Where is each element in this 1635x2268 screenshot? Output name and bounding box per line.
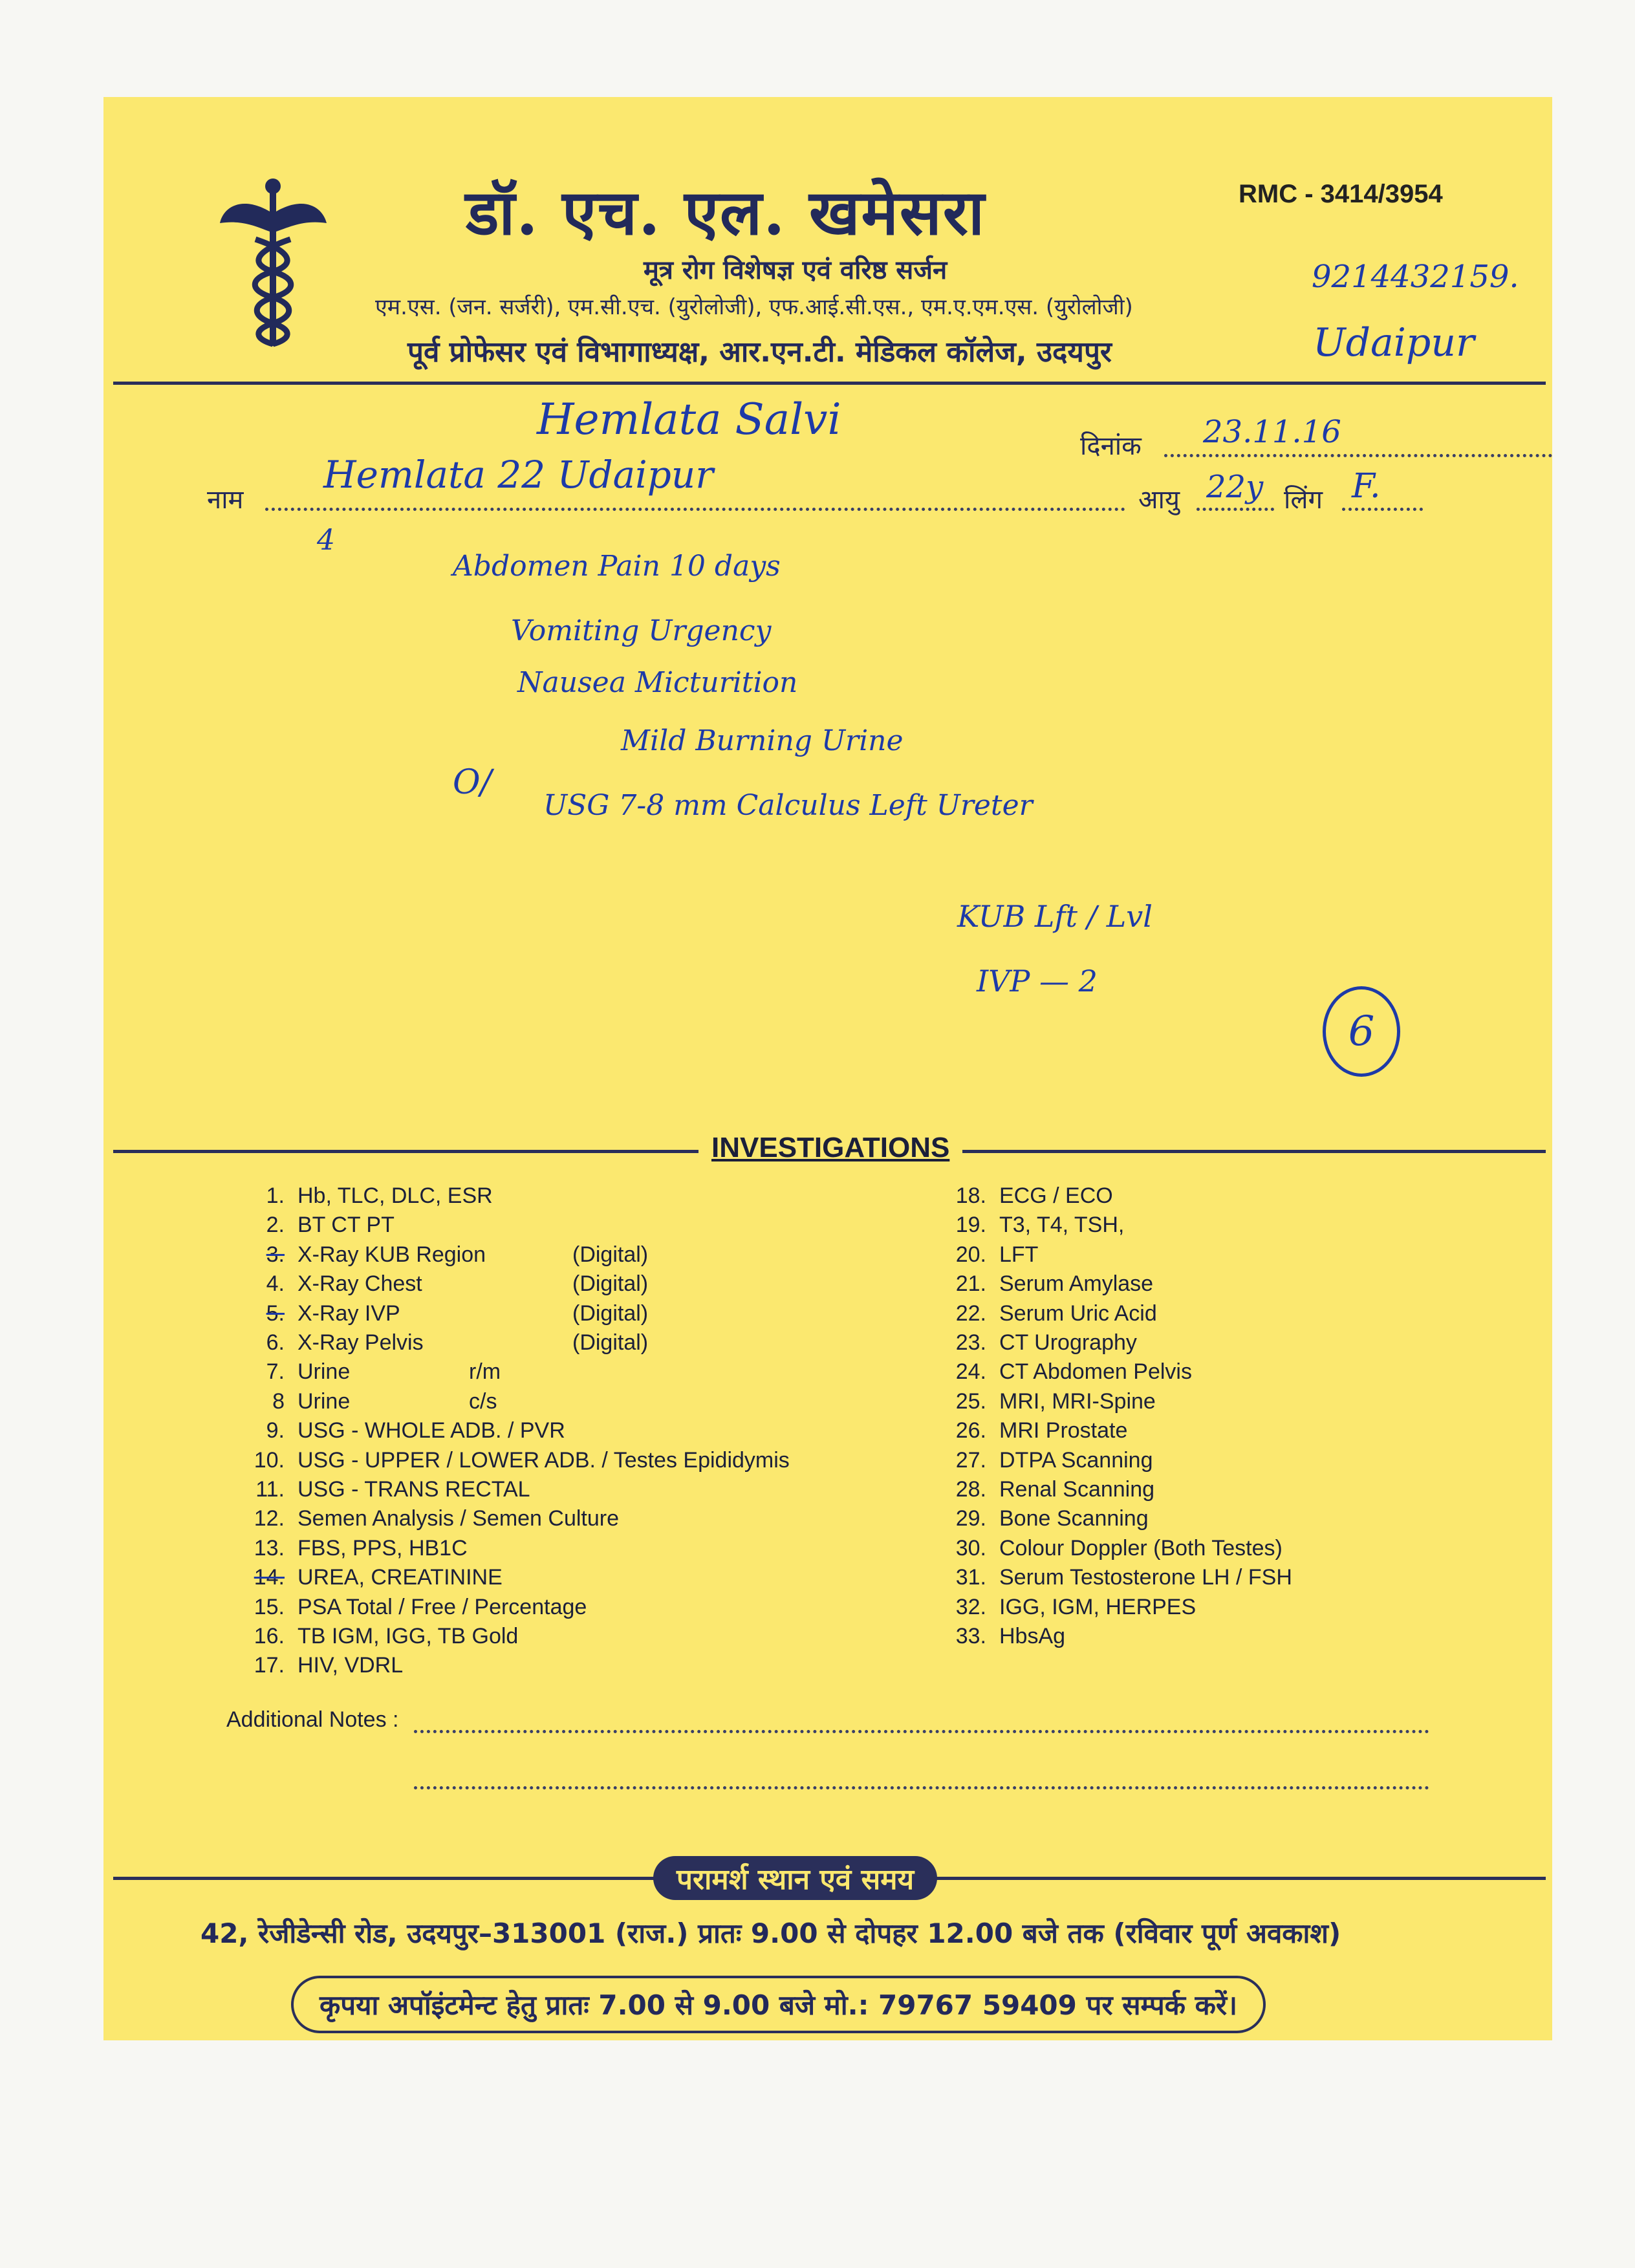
item-name: MRI Prostate bbox=[999, 1418, 1128, 1443]
item-name: X-Ray IVP bbox=[298, 1301, 400, 1326]
item-name: Urine bbox=[298, 1359, 351, 1385]
prescription-sheet bbox=[103, 97, 1552, 2040]
sex-label: लिंग bbox=[1284, 485, 1323, 515]
item-number: 16. bbox=[254, 1624, 285, 1648]
name-label: नाम bbox=[207, 485, 244, 515]
sex-line bbox=[1342, 508, 1423, 511]
sex-value: F. bbox=[1352, 467, 1381, 506]
investigation-item bbox=[233, 1595, 587, 1620]
additional-notes-label: Additional Notes : bbox=[226, 1707, 399, 1732]
appointment-note: कृपया अपॉइंटमेन्ट हेतु प्रातः 7.00 से 9.00 बजे मो.: 79767 59409 पर सम्पर्क करें। bbox=[291, 1976, 1266, 2033]
additional-notes-line-2[interactable] bbox=[414, 1786, 1429, 1789]
handwritten-phone: 9214432159. bbox=[1312, 259, 1519, 295]
investigation-item bbox=[233, 1301, 400, 1326]
item-name: X-Ray Pelvis bbox=[298, 1330, 424, 1355]
item-name: Serum Uric Acid bbox=[999, 1301, 1157, 1326]
investigation-item bbox=[233, 1536, 468, 1561]
note-line: Mild Burning Urine bbox=[621, 724, 904, 757]
item-number: 23. bbox=[955, 1330, 986, 1355]
item-name: T3, T4, TSH, bbox=[999, 1213, 1125, 1238]
item-name: USG - UPPER / LOWER ADB. / Testes Epididymis bbox=[298, 1447, 790, 1473]
item-name: DTPA Scanning bbox=[999, 1447, 1153, 1473]
item-number: 5. bbox=[266, 1301, 285, 1326]
additional-notes-line-1[interactable] bbox=[414, 1730, 1429, 1733]
item-name: USG - TRANS RECTAL bbox=[298, 1477, 530, 1502]
item-number: 7. bbox=[266, 1359, 285, 1385]
item-number: 27. bbox=[955, 1447, 986, 1473]
item-number: 24. bbox=[955, 1359, 986, 1385]
item-tag: c/s bbox=[469, 1388, 497, 1414]
item-name: Serum Amylase bbox=[999, 1271, 1154, 1297]
item-number: 10. bbox=[254, 1447, 285, 1473]
item-name: UREA, CREATININE bbox=[298, 1565, 503, 1590]
date-value: 23.11.16 bbox=[1203, 414, 1341, 450]
investigation-item bbox=[935, 1448, 1153, 1473]
item-tag: r/m bbox=[469, 1359, 501, 1385]
item-number: 8 bbox=[272, 1388, 285, 1414]
investigation-item bbox=[233, 1418, 565, 1443]
item-name: Semen Analysis / Semen Culture bbox=[298, 1506, 620, 1531]
item-name: X-Ray Chest bbox=[298, 1271, 422, 1297]
investigation-item bbox=[233, 1565, 503, 1590]
investigation-item bbox=[935, 1330, 1137, 1355]
investigation-item bbox=[233, 1183, 493, 1209]
investigation-item bbox=[935, 1418, 1127, 1443]
caduceus-icon bbox=[217, 175, 330, 349]
investigation-item bbox=[935, 1389, 1156, 1414]
investigation-item bbox=[935, 1506, 1149, 1531]
item-name: Renal Scanning bbox=[999, 1477, 1155, 1502]
designation: पूर्व प्रोफेसर एवं विभागाध्यक्ष, आर.एन.टी. मेडिकल कॉलेज, उदयपुर bbox=[407, 336, 1112, 369]
item-number: 15. bbox=[254, 1594, 285, 1619]
item-name: Colour Doppler (Both Testes) bbox=[999, 1535, 1283, 1561]
date-line bbox=[1164, 454, 1552, 457]
name-line bbox=[265, 508, 1125, 511]
item-name: Hb, TLC, DLC, ESR bbox=[298, 1183, 493, 1208]
note-line: Vomiting Urgency bbox=[511, 614, 772, 647]
qualifications: एम.एस. (जन. सर्जरी), एम.सी.एच. (युरोलोजी), एफ.आई.सी.एस., एम.ए.एम.एस. (युरोलोजी) bbox=[375, 294, 1133, 320]
clinic-address: 42, रेजीडेन्सी रोड, उदयपुर–313001 (राज.) प्रातः 9.00 से दोपहर 12.00 बजे तक (रविवार पूर्ण अवकाश) bbox=[200, 1917, 1341, 1949]
investigation-item bbox=[935, 1359, 1192, 1385]
item-name: IGG, IGM, HERPES bbox=[999, 1594, 1196, 1619]
item-number: 32. bbox=[955, 1594, 986, 1619]
item-name: MRI, MRI-Spine bbox=[999, 1388, 1156, 1414]
item-name: Urine bbox=[298, 1388, 351, 1414]
investigation-item bbox=[233, 1242, 486, 1268]
item-name: CT Abdomen Pelvis bbox=[999, 1359, 1192, 1385]
investigation-item bbox=[233, 1448, 790, 1473]
note-line: Abdomen Pain 10 days bbox=[453, 550, 781, 583]
item-number: 13. bbox=[254, 1535, 285, 1561]
item-name: FBS, PPS, HB1C bbox=[298, 1535, 468, 1561]
investigation-item bbox=[233, 1330, 424, 1355]
item-tag: (Digital) bbox=[572, 1330, 649, 1355]
investigation-item bbox=[233, 1624, 518, 1649]
item-number: 31. bbox=[955, 1565, 986, 1590]
header-divider bbox=[113, 382, 1546, 385]
item-number: 19. bbox=[955, 1213, 986, 1238]
investigation-item bbox=[233, 1271, 422, 1297]
item-number: 3. bbox=[266, 1242, 285, 1267]
specialty: मूत्र रोग विशेषज्ञ एवं वरिष्ठ सर्जन bbox=[644, 255, 947, 285]
investigation-item bbox=[935, 1301, 1157, 1326]
note-line: IVP — 2 bbox=[977, 964, 1098, 999]
item-name: ECG / ECO bbox=[999, 1183, 1113, 1208]
item-number: 18. bbox=[955, 1183, 986, 1208]
investigation-item bbox=[935, 1624, 1065, 1649]
name-value: Hemlata 22 Udaipur bbox=[323, 453, 713, 497]
item-number: 30. bbox=[955, 1535, 986, 1561]
consult-label: परामर्श स्थान एवं समय bbox=[653, 1856, 937, 1900]
item-name: HIV, VDRL bbox=[298, 1653, 404, 1678]
note-line: 4 bbox=[317, 524, 335, 557]
item-name: TB IGM, IGG, TB Gold bbox=[298, 1624, 519, 1648]
item-number: 21. bbox=[955, 1271, 986, 1297]
investigation-item bbox=[233, 1653, 403, 1678]
item-number: 1. bbox=[266, 1183, 285, 1208]
handwritten-city: Udaipur bbox=[1313, 320, 1475, 365]
age-line bbox=[1196, 508, 1274, 511]
item-number: 26. bbox=[955, 1418, 986, 1443]
age-value: 22y bbox=[1206, 469, 1264, 505]
investigation-item bbox=[935, 1477, 1154, 1502]
item-number: 2. bbox=[266, 1213, 285, 1238]
item-number: 12. bbox=[254, 1506, 285, 1531]
item-name: LFT bbox=[999, 1242, 1039, 1267]
item-number: 11. bbox=[255, 1477, 285, 1502]
date-label: दिनांक bbox=[1080, 431, 1142, 461]
investigation-item bbox=[233, 1506, 619, 1531]
note-line: Nausea Micturition bbox=[517, 666, 798, 699]
item-number: 29. bbox=[955, 1506, 986, 1531]
investigation-item bbox=[233, 1213, 395, 1238]
item-name: HbsAg bbox=[999, 1624, 1066, 1648]
investigations-heading: INVESTIGATIONS bbox=[698, 1132, 962, 1164]
item-number: 6. bbox=[266, 1330, 285, 1355]
item-number: 33. bbox=[955, 1624, 986, 1648]
note-line: USG 7-8 mm Calculus Left Ureter bbox=[543, 789, 1033, 822]
note-line: O/ bbox=[453, 763, 492, 802]
item-name: Serum Testosterone LH / FSH bbox=[999, 1565, 1292, 1590]
age-label: आयु bbox=[1138, 485, 1180, 515]
item-tag: (Digital) bbox=[572, 1271, 649, 1297]
item-name: X-Ray KUB Region bbox=[298, 1242, 486, 1267]
item-name: Bone Scanning bbox=[999, 1506, 1149, 1531]
item-number: 28. bbox=[955, 1477, 986, 1502]
rmc-number: RMC - 3414/3954 bbox=[1239, 180, 1443, 208]
investigation-item bbox=[233, 1359, 350, 1385]
item-tag: (Digital) bbox=[572, 1301, 649, 1326]
item-tag: (Digital) bbox=[572, 1242, 649, 1267]
item-name: BT CT PT bbox=[298, 1213, 395, 1238]
investigation-item bbox=[935, 1595, 1196, 1620]
doctor-name: डॉ. एच. एल. खमेसरा bbox=[466, 176, 986, 249]
item-number: 25. bbox=[955, 1388, 986, 1414]
item-name: PSA Total / Free / Percentage bbox=[298, 1594, 587, 1619]
investigation-item bbox=[233, 1389, 350, 1414]
handwritten-patient-name: Hemlata Salvi bbox=[537, 394, 841, 444]
note-line: KUB Lft / Lvl bbox=[957, 899, 1153, 934]
investigation-item bbox=[935, 1536, 1283, 1561]
investigation-item bbox=[935, 1183, 1113, 1209]
investigation-item bbox=[233, 1477, 530, 1502]
item-number: 17. bbox=[254, 1653, 285, 1678]
item-number: 22. bbox=[955, 1301, 986, 1326]
item-number: 20. bbox=[955, 1242, 986, 1267]
investigation-item bbox=[935, 1271, 1153, 1297]
circled-number: 6 bbox=[1323, 986, 1400, 1077]
item-name: CT Urography bbox=[999, 1330, 1137, 1355]
item-name: USG - WHOLE ADB. / PVR bbox=[298, 1418, 565, 1443]
item-number: 9. bbox=[266, 1418, 285, 1443]
investigation-item bbox=[935, 1242, 1038, 1268]
item-number: 4. bbox=[266, 1271, 285, 1297]
investigation-item bbox=[935, 1213, 1124, 1238]
item-number: 14. bbox=[254, 1565, 285, 1590]
investigation-item bbox=[935, 1565, 1292, 1590]
